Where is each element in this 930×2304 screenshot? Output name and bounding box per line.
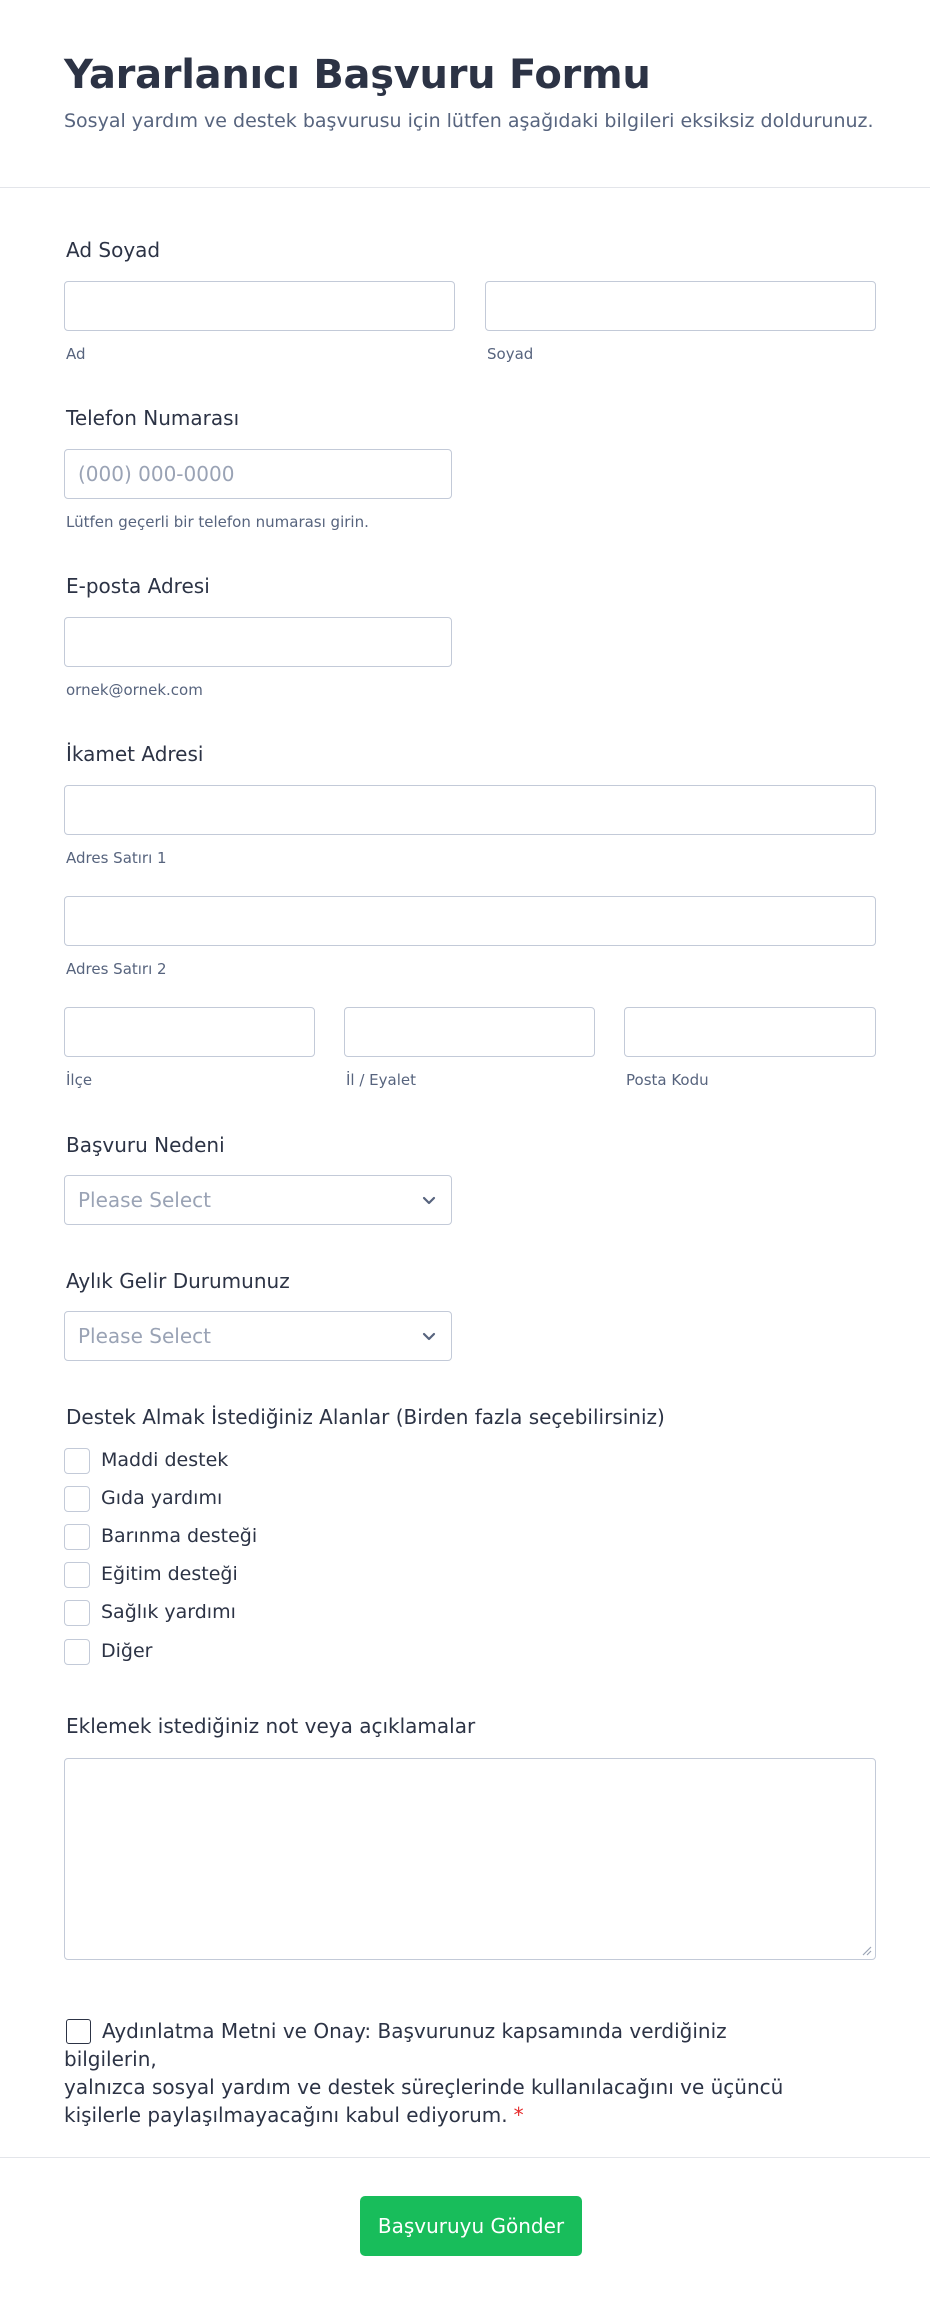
consent-text-line3: kişilerle paylaşılmayacağını kabul ediyorum. xyxy=(64,2103,508,2127)
support-checkbox-health[interactable] xyxy=(64,1600,90,1626)
phone-input[interactable] xyxy=(64,449,452,499)
support-checkbox-education[interactable] xyxy=(64,1562,90,1588)
support-checkbox-other[interactable] xyxy=(64,1639,90,1665)
required-mark: * xyxy=(513,2103,524,2127)
chevron-down-icon xyxy=(419,1190,439,1210)
postal-code-input[interactable] xyxy=(624,1007,876,1057)
income-select-value: Please Select xyxy=(78,1324,211,1348)
support-option-label: Sağlık yardımı xyxy=(101,1601,236,1623)
footer-divider xyxy=(0,2157,930,2158)
support-option-label: Gıda yardımı xyxy=(101,1487,223,1509)
support-checkbox-financial[interactable] xyxy=(64,1448,90,1474)
reason-select[interactable] xyxy=(64,1175,452,1225)
district-input[interactable] xyxy=(64,1007,315,1057)
postal-code-sublabel: Posta Kodu xyxy=(626,1071,709,1089)
address-line2-sublabel: Adres Satırı 2 xyxy=(66,960,167,978)
phone-sublabel: Lütfen geçerli bir telefon numarası girin. xyxy=(66,513,369,531)
first-name-input[interactable] xyxy=(64,281,455,331)
address-line1-sublabel: Adres Satırı 1 xyxy=(66,849,167,867)
notes-textarea[interactable] xyxy=(64,1758,876,1960)
reason-select-value: Please Select xyxy=(78,1188,211,1212)
first-name-sublabel: Ad xyxy=(66,345,86,363)
address-line2-input[interactable] xyxy=(64,896,876,946)
last-name-sublabel: Soyad xyxy=(487,345,534,363)
support-option-label: Eğitim desteği xyxy=(101,1563,238,1585)
support-checkbox-food[interactable] xyxy=(64,1486,90,1512)
address-label: İkamet Adresi xyxy=(66,742,204,766)
form-subtitle: Sosyal yardım ve destek başvurusu için lütfen aşağıdaki bilgileri eksiksiz doldurunuz. xyxy=(64,110,874,132)
phone-placeholder: (000) 000-0000 xyxy=(78,462,235,486)
reason-label: Başvuru Nedeni xyxy=(66,1133,225,1157)
consent-text-line2: yalnızca sosyal yardım ve destek süreçlerinde kullanılacağını ve üçüncü xyxy=(64,2075,784,2099)
submit-button[interactable]: Başvuruyu Gönder xyxy=(360,2196,582,2256)
form-header xyxy=(0,0,930,188)
email-label: E-posta Adresi xyxy=(66,574,210,598)
district-sublabel: İlçe xyxy=(66,1071,93,1089)
last-name-input[interactable] xyxy=(485,281,876,331)
name-label: Ad Soyad xyxy=(66,238,161,262)
form-title: Yararlanıcı Başvuru Formu xyxy=(64,52,651,98)
income-label: Aylık Gelir Durumunuz xyxy=(66,1269,290,1293)
consent-text xyxy=(64,2017,794,2129)
support-label: Destek Almak İstediğiniz Alanlar (Birden fazla seçebilirsiniz) xyxy=(66,1405,665,1429)
chevron-down-icon xyxy=(419,1326,439,1346)
support-option-label: Maddi destek xyxy=(101,1449,229,1471)
support-option-label: Diğer xyxy=(101,1640,153,1662)
phone-label: Telefon Numarası xyxy=(66,406,240,430)
notes-label: Eklemek istediğiniz not veya açıklamalar xyxy=(66,1714,476,1738)
address-line1-input[interactable] xyxy=(64,785,876,835)
province-input[interactable] xyxy=(344,1007,595,1057)
income-select[interactable] xyxy=(64,1311,452,1361)
email-input[interactable] xyxy=(64,617,452,667)
resize-grip-icon[interactable] xyxy=(860,1944,872,1956)
province-sublabel: İl / Eyalet xyxy=(346,1071,417,1089)
email-sublabel: ornek@ornek.com xyxy=(66,681,203,699)
consent-text-line1: Aydınlatma Metni ve Onay: Başvurunuz kapsamında verdiğiniz bilgilerin, xyxy=(64,2019,727,2071)
support-option-label: Barınma desteği xyxy=(101,1525,258,1547)
support-checkbox-shelter[interactable] xyxy=(64,1524,90,1550)
